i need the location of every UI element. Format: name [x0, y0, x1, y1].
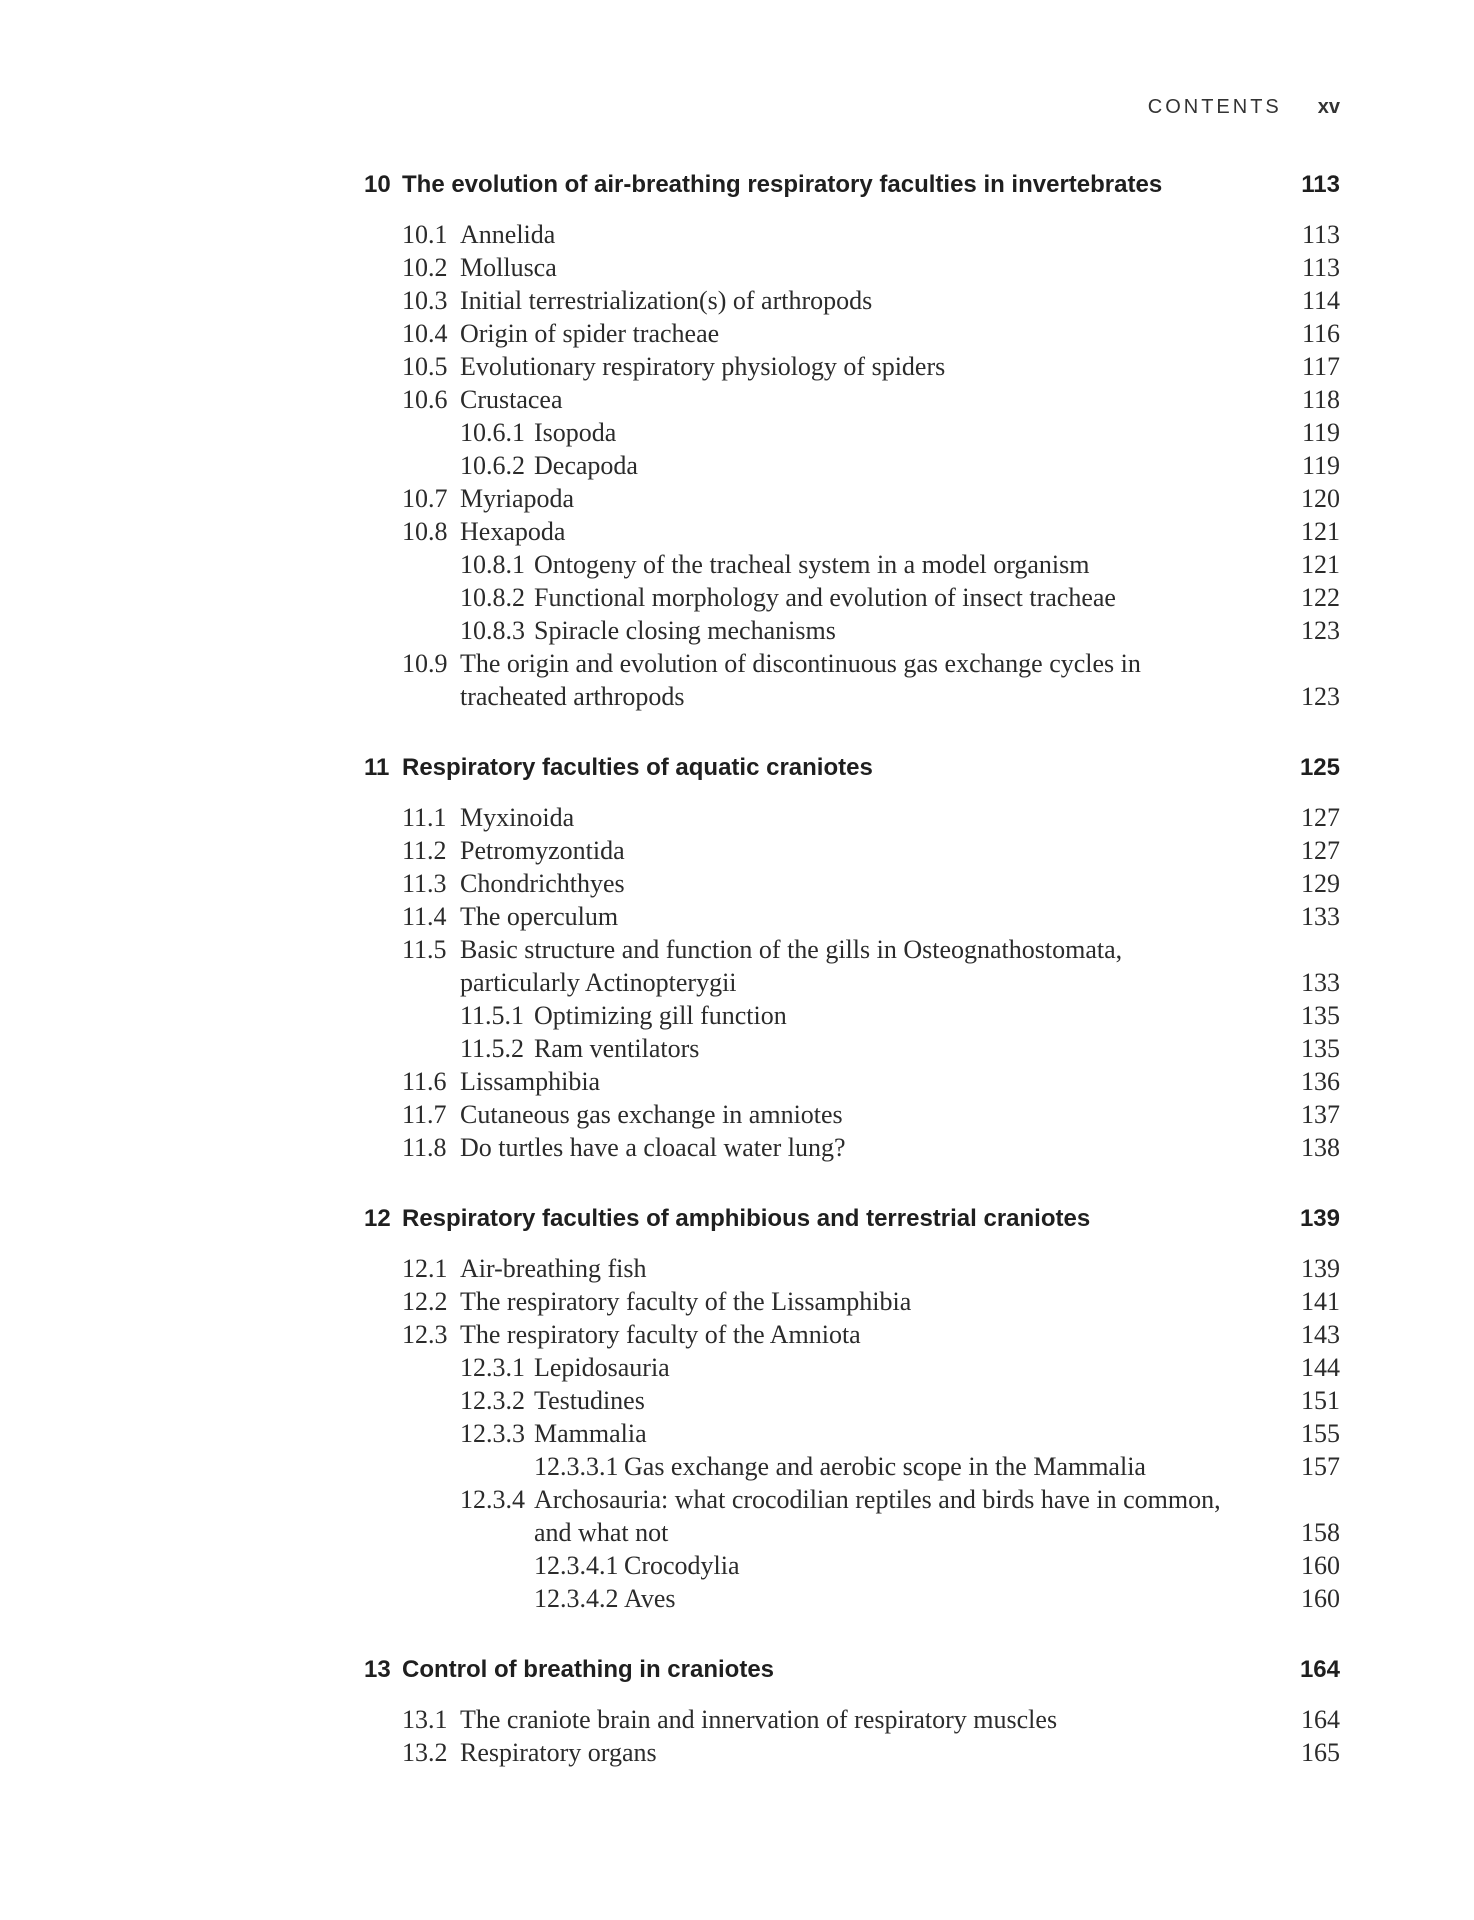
- toc-entry[interactable]: [364, 1032, 1340, 1065]
- section-page-number: 165: [1301, 1738, 1340, 1767]
- toc-entry[interactable]: [364, 933, 1340, 999]
- section-number: 10.6.1: [460, 418, 525, 447]
- section-page-number: 164: [1301, 1705, 1340, 1734]
- chapter-title: Respiratory faculties of amphibious and terrestrial craniotes: [402, 1205, 1091, 1232]
- section-page-number: 133: [1301, 902, 1340, 931]
- section-number: 12.2: [402, 1287, 448, 1316]
- section-title: Initial terrestrialization(s) of arthropods: [460, 286, 873, 315]
- toc-chapter: [364, 1653, 1340, 1769]
- section-page-number: 138: [1301, 1133, 1340, 1162]
- chapter-heading[interactable]: [364, 168, 1340, 202]
- section-title: Myxinoida: [460, 803, 575, 832]
- section-number: 10.3: [402, 286, 448, 315]
- chapter-heading[interactable]: [364, 751, 1340, 785]
- section-page-number: 160: [1301, 1551, 1340, 1580]
- chapter-page-number: 113: [1301, 171, 1340, 198]
- toc-entry[interactable]: [364, 548, 1340, 581]
- section-page-number: 133: [1301, 968, 1340, 997]
- toc-entry[interactable]: [364, 1131, 1340, 1164]
- section-title: Archosauria: what crocodilian reptiles and birds have in common, and what not: [534, 1485, 1221, 1547]
- section-page-number: 127: [1301, 836, 1340, 865]
- section-title: Testudines: [534, 1386, 645, 1415]
- running-head-label: CONTENTS: [1147, 96, 1282, 118]
- section-page-number: 119: [1301, 451, 1340, 480]
- section-title: Decapoda: [534, 451, 638, 480]
- section-title: The respiratory faculty of the Lissamphibia: [460, 1287, 912, 1316]
- section-number: 11.2: [402, 836, 447, 865]
- toc-entry[interactable]: [364, 900, 1340, 933]
- section-title: Petromyzontida: [460, 836, 625, 865]
- toc-entry[interactable]: [364, 1285, 1340, 1318]
- toc-entry[interactable]: [364, 1703, 1340, 1736]
- toc-entry[interactable]: [364, 581, 1340, 614]
- toc-entry[interactable]: [364, 449, 1340, 482]
- section-title: Air-breathing fish: [460, 1254, 647, 1283]
- chapter-page-number: 164: [1299, 1656, 1340, 1683]
- toc-entry[interactable]: [364, 1483, 1340, 1549]
- section-number: 10.8: [402, 517, 448, 546]
- toc-entry[interactable]: [364, 350, 1340, 383]
- toc-entry[interactable]: [364, 1450, 1340, 1483]
- page-number: xv: [1317, 96, 1340, 118]
- chapter-page-number: 125: [1299, 754, 1340, 781]
- section-number: 12.3.3: [460, 1419, 525, 1448]
- section-page-number: 121: [1301, 550, 1340, 579]
- section-page-number: 141: [1301, 1287, 1340, 1316]
- section-number: 12.3: [402, 1320, 448, 1349]
- section-number: 10.1: [402, 220, 448, 249]
- section-page-number: 120: [1301, 484, 1340, 513]
- section-title: Evolutionary respiratory physiology of spiders: [460, 352, 946, 381]
- section-title: Respiratory organs: [460, 1738, 657, 1767]
- section-page-number: 143: [1301, 1320, 1340, 1349]
- section-number: 10.8.3: [460, 616, 525, 645]
- toc-entry[interactable]: [364, 999, 1340, 1032]
- section-title: Optimizing gill function: [534, 1001, 787, 1030]
- section-title: Mollusca: [460, 253, 557, 282]
- section-title: Mammalia: [534, 1419, 647, 1448]
- toc-entry[interactable]: [364, 1318, 1340, 1351]
- section-number: 12.3.1: [460, 1353, 525, 1382]
- toc-entry[interactable]: [364, 1252, 1340, 1285]
- section-number: 12.3.3.1: [534, 1452, 619, 1481]
- toc-entry[interactable]: [364, 834, 1340, 867]
- section-title: Crustacea: [460, 385, 563, 414]
- section-number: 11.8: [402, 1133, 447, 1162]
- toc-chapter: [364, 1202, 1340, 1615]
- section-page-number: 113: [1301, 220, 1340, 249]
- section-page-number: 113: [1301, 253, 1340, 282]
- section-page-number: 135: [1301, 1001, 1340, 1030]
- section-title: Crocodylia: [624, 1551, 740, 1580]
- section-page-number: 122: [1301, 583, 1340, 612]
- toc-chapter: [364, 168, 1340, 713]
- section-number: 12.3.4.1: [534, 1551, 619, 1580]
- section-page-number: 160: [1301, 1584, 1340, 1613]
- section-title: Isopoda: [534, 418, 617, 447]
- toc-entry[interactable]: [364, 317, 1340, 350]
- section-title: Origin of spider tracheae: [460, 319, 720, 348]
- section-page-number: 123: [1301, 682, 1340, 711]
- toc-entry[interactable]: [364, 383, 1340, 416]
- section-title: Aves: [624, 1584, 676, 1613]
- toc-entry[interactable]: [364, 647, 1340, 713]
- section-title: Lissamphibia: [460, 1067, 601, 1096]
- chapter-page-number: 139: [1299, 1205, 1340, 1232]
- section-number: 11.4: [402, 902, 447, 931]
- section-number: 10.7: [402, 484, 448, 513]
- toc-entry[interactable]: [364, 867, 1340, 900]
- section-page-number: 129: [1301, 869, 1340, 898]
- section-page-number: 116: [1301, 319, 1340, 348]
- section-page-number: 157: [1301, 1452, 1340, 1481]
- toc-entry[interactable]: [364, 251, 1340, 284]
- section-title: Ram ventilators: [534, 1034, 700, 1063]
- section-number: 10.4: [402, 319, 448, 348]
- section-page-number: 135: [1301, 1034, 1340, 1063]
- section-number: 10.9: [402, 649, 448, 678]
- toc-entry[interactable]: [364, 1549, 1340, 1582]
- toc-entry[interactable]: [364, 1065, 1340, 1098]
- section-number: 12.3.4.2: [534, 1584, 619, 1613]
- section-number: 11.5.2: [460, 1034, 525, 1063]
- section-page-number: 127: [1301, 803, 1340, 832]
- chapter-heading[interactable]: [364, 1202, 1340, 1236]
- section-page-number: 119: [1301, 418, 1340, 447]
- section-page-number: 117: [1301, 352, 1340, 381]
- section-number: 11.5: [402, 935, 447, 964]
- section-title: Gas exchange and aerobic scope in the Mammalia: [624, 1452, 1146, 1481]
- section-number: 11.7: [402, 1100, 447, 1129]
- section-page-number: 136: [1301, 1067, 1340, 1096]
- section-page-number: 158: [1301, 1518, 1340, 1547]
- toc-chapter: [364, 751, 1340, 1164]
- table-of-contents: [364, 168, 1340, 1807]
- chapter-number: 10: [364, 171, 391, 198]
- toc-entry[interactable]: [364, 1417, 1340, 1450]
- section-title: Lepidosauria: [534, 1353, 670, 1382]
- section-title: Cutaneous gas exchange in amniotes: [460, 1100, 843, 1129]
- section-number: 13.2: [402, 1738, 448, 1767]
- toc-entry[interactable]: [364, 515, 1340, 548]
- section-title: Functional morphology and evolution of insect tracheae: [534, 583, 1116, 612]
- chapter-heading[interactable]: [364, 1653, 1340, 1687]
- toc-entry[interactable]: [364, 284, 1340, 317]
- section-page-number: 139: [1301, 1254, 1340, 1283]
- section-number: 10.8.1: [460, 550, 525, 579]
- chapter-number: 11: [364, 754, 390, 781]
- toc-entry[interactable]: [364, 801, 1340, 834]
- section-page-number: 121: [1301, 517, 1340, 546]
- section-number: 11.5.1: [460, 1001, 525, 1030]
- section-title: Annelida: [460, 220, 556, 249]
- toc-entry[interactable]: [364, 1384, 1340, 1417]
- section-title: Ontogeny of the tracheal system in a model organism: [534, 550, 1090, 579]
- section-page-number: 123: [1301, 616, 1340, 645]
- section-number: 10.6: [402, 385, 448, 414]
- section-title: The craniote brain and innervation of respiratory muscles: [460, 1705, 1058, 1734]
- toc-entry[interactable]: [364, 1351, 1340, 1384]
- section-number: 11.6: [402, 1067, 447, 1096]
- section-title: Hexapoda: [460, 517, 566, 546]
- section-title: Basic structure and function of the gills in Osteognathostomata, particularly Actinopterygii: [460, 935, 1123, 997]
- section-page-number: 155: [1301, 1419, 1340, 1448]
- section-title: The respiratory faculty of the Amniota: [460, 1320, 861, 1349]
- section-page-number: 137: [1301, 1100, 1340, 1129]
- chapter-title: Respiratory faculties of aquatic craniotes: [402, 754, 873, 781]
- toc-entry[interactable]: [364, 614, 1340, 647]
- toc-entry[interactable]: [364, 1098, 1340, 1131]
- section-title: The operculum: [460, 902, 619, 931]
- section-page-number: 144: [1301, 1353, 1340, 1382]
- section-title: Spiracle closing mechanisms: [534, 616, 836, 645]
- toc-entry[interactable]: [364, 482, 1340, 515]
- chapter-number: 13: [364, 1656, 391, 1683]
- section-title: Do turtles have a cloacal water lung?: [460, 1133, 846, 1162]
- toc-entry[interactable]: [364, 218, 1340, 251]
- running-head: [1148, 96, 1340, 119]
- section-number: 11.1: [402, 803, 447, 832]
- section-number: 12.3.2: [460, 1386, 525, 1415]
- chapter-title: Control of breathing in craniotes: [402, 1656, 775, 1683]
- section-number: 12.1: [402, 1254, 448, 1283]
- chapter-number: 12: [364, 1205, 391, 1232]
- section-number: 12.3.4: [460, 1485, 525, 1514]
- section-title: The origin and evolution of discontinuous gas exchange cycles in tracheated arthropods: [460, 649, 1141, 711]
- section-number: 10.2: [402, 253, 448, 282]
- toc-entry[interactable]: [364, 1736, 1340, 1769]
- section-title: Chondrichthyes: [460, 869, 625, 898]
- section-page-number: 114: [1301, 286, 1340, 315]
- section-page-number: 151: [1301, 1386, 1340, 1415]
- section-number: 11.3: [402, 869, 447, 898]
- section-number: 10.6.2: [460, 451, 525, 480]
- section-number: 13.1: [402, 1705, 448, 1734]
- section-number: 10.8.2: [460, 583, 525, 612]
- toc-entry[interactable]: [364, 416, 1340, 449]
- section-page-number: 118: [1301, 385, 1340, 414]
- toc-entry[interactable]: [364, 1582, 1340, 1615]
- section-title: Myriapoda: [460, 484, 575, 513]
- chapter-title: The evolution of air-breathing respiratory faculties in invertebrates: [402, 171, 1163, 198]
- section-number: 10.5: [402, 352, 448, 381]
